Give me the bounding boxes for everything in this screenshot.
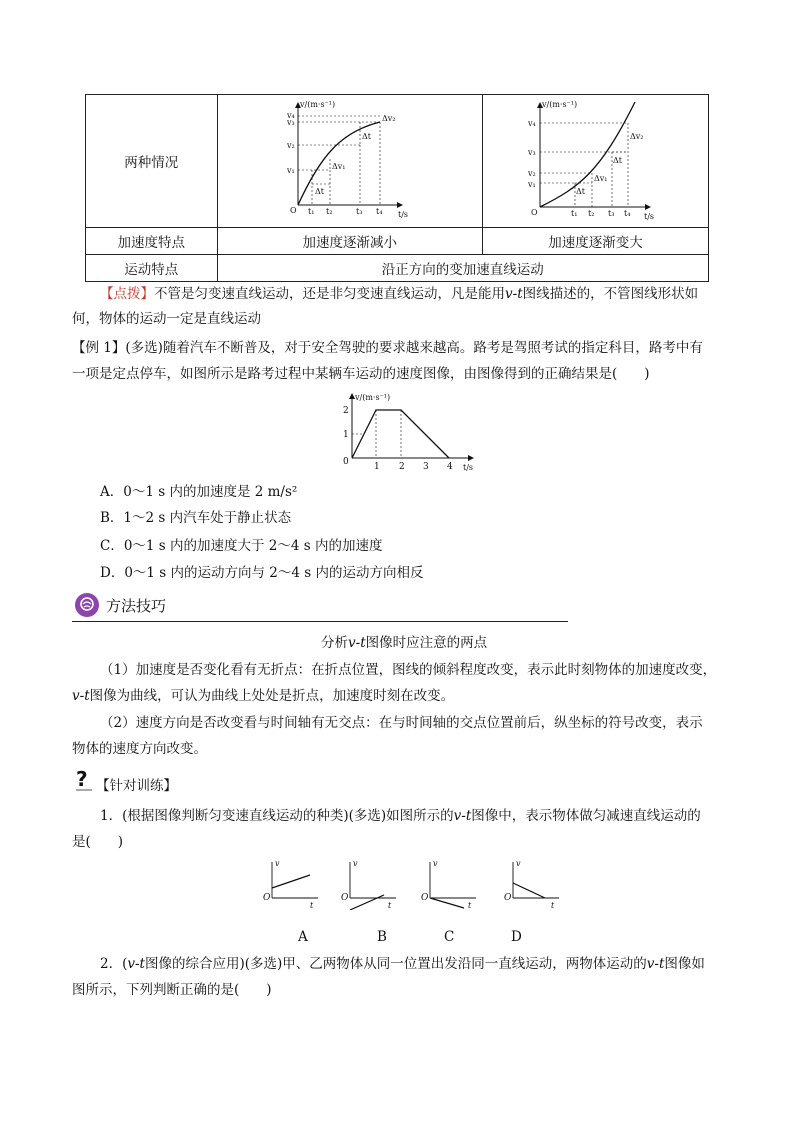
graph-left-cell (217, 95, 482, 228)
row-label-acceleration: 加速度特点 (86, 228, 218, 255)
acceleration-decreasing: 加速度逐渐减小 (217, 228, 482, 255)
method-point-1-line-1: （1）加速度是否变化看有无折点：在折点位置，图线的倾斜程度改变，表示此时刻物体的加速度改变， (100, 662, 717, 678)
tip-label: 【点拨】 (100, 286, 154, 302)
graph-decreasing-acceleration (280, 97, 420, 222)
velocity-line (352, 410, 449, 458)
tick-y-1: 1 (343, 430, 349, 440)
brain-icon (74, 592, 100, 618)
tick-t1: t₁ (571, 208, 578, 218)
tick-x-2: 2 (399, 462, 405, 472)
tick-x-1: 1 (374, 462, 380, 472)
axis-label-t: t/s (397, 209, 408, 219)
origin-label: O (531, 207, 539, 217)
acceleration-increasing: 加速度逐渐变大 (482, 228, 708, 255)
origin: O (504, 893, 512, 903)
tick-v1: v₁ (528, 179, 537, 189)
tick-t4: t₄ (375, 206, 383, 216)
tick-t3: t₃ (608, 208, 615, 218)
origin: O (421, 893, 429, 903)
q1-label-d: D (511, 929, 522, 945)
q2-line-1: 2．(v-t图像的综合应用)(多选)甲、乙两物体从同一位置出发沿同一直线运动，两物体运动的v-t图像如 (100, 956, 705, 972)
graph-right-cell (482, 95, 708, 228)
tick-t4: t₄ (624, 208, 631, 218)
tick-v3: v₃ (286, 117, 295, 127)
line-c (430, 898, 464, 908)
motion-characteristic: 沿正方向的变加速直线运动 (217, 255, 708, 282)
axis-t: t (388, 901, 392, 910)
question-icon (74, 768, 94, 792)
tick-y-2: 2 (343, 406, 349, 416)
label-dt-lower: Δt (314, 186, 324, 196)
q1-graph-d (503, 858, 563, 910)
method-subtitle: 分析v-t图像时应注意的两点 (321, 635, 488, 651)
label-dv2: Δv₂ (381, 113, 396, 123)
option-d: D．0～1 s 内的运动方向与 2～4 s 内的运动方向相反 (100, 565, 424, 581)
graph-increasing-acceleration (520, 97, 670, 222)
tick-t1: t₁ (307, 206, 315, 216)
tick-t3: t₃ (355, 206, 363, 216)
label-dv2: Δv₂ (630, 131, 644, 141)
example-line-2: 一项是定点停车，如图所示是路考过程中某辆车运动的速度图像，由图像得到的正确结果是( ) (72, 366, 650, 382)
tip-line-2: 何，物体的运动一定是直线运动 (72, 311, 261, 327)
axis-label-v: v/(m·s⁻¹) (542, 99, 578, 109)
axis-label-v: v/(m·s⁻¹) (355, 393, 391, 402)
option-a: A．0～1 s 内的加速度是 2 m/s² (100, 484, 298, 500)
label-dv1: Δv₁ (331, 161, 346, 171)
q1-graph-c (420, 858, 480, 910)
label-dt-upper: Δt (613, 155, 623, 165)
axis-v: v (433, 859, 438, 868)
origin: O (341, 893, 349, 903)
example-line-1: 【例 1】(多选)随着汽车不断普及，对于安全驾驶的要求越来越高。路考是驾照考试的指定科目，路考中有 (72, 340, 703, 356)
axis-v: v (275, 859, 280, 868)
svg-text:?: ? (76, 768, 88, 791)
method-point-2-line-1: （2）速度方向是否改变看与时间轴有无交点：在与时间轴的交点位置前后，纵坐标的符号改变，表示 (100, 715, 703, 731)
axis-t: t (468, 901, 472, 910)
axis-label-t: t/s (463, 463, 474, 472)
method-point-2-line-2: 物体的速度方向改变。 (72, 741, 207, 757)
q1-label-b: B (377, 929, 387, 945)
axis-t: t (551, 901, 555, 910)
label-dt-upper: Δt (361, 131, 371, 141)
example-vt-graph (335, 390, 485, 475)
tick-t2: t₂ (588, 208, 595, 218)
comparison-table (85, 94, 709, 282)
origin: O (263, 893, 271, 903)
tick-v4: v₄ (528, 118, 537, 128)
label-dt-lower: Δt (576, 186, 586, 196)
line-b (350, 895, 384, 910)
q1-graph-b (340, 858, 400, 910)
q1-label-c: C (444, 929, 455, 945)
q2-line-2: 图所示，下列判断正确的是( ) (72, 982, 272, 998)
tick-v3: v₃ (528, 147, 537, 157)
axis-t: t (310, 901, 314, 910)
example-tag: 【例 1】 (72, 340, 126, 356)
q1-graph-a (262, 858, 322, 910)
method-point-1-line-2: v-t图像为曲线，可认为曲线上处处是折点，加速度时刻在改变。 (72, 688, 455, 704)
origin-label: O (289, 205, 297, 215)
line-d (513, 883, 545, 898)
tick-v4: v₄ (286, 110, 295, 120)
option-b: B．1～2 s 内汽车处于静止状态 (100, 510, 292, 526)
training-header: 【针对训练】 (96, 778, 177, 794)
axis-label-v: v/(m·s⁻¹) (299, 99, 335, 109)
tick-t2: t₂ (325, 206, 333, 216)
origin-label: 0 (343, 457, 349, 467)
line-a (272, 875, 310, 888)
q1-label-a: A (298, 929, 308, 945)
axis-v: v (353, 859, 358, 868)
tick-v1: v₁ (286, 165, 295, 175)
tick-v2: v₂ (528, 168, 537, 178)
tick-v2: v₂ (286, 140, 295, 150)
q1-line-2: 是( ) (72, 834, 124, 850)
tick-x-3: 3 (423, 462, 429, 472)
row-label-motion: 运动特点 (86, 255, 218, 282)
option-c: C．0～1 s 内的加速度大于 2～4 s 内的加速度 (100, 538, 383, 554)
method-header: 方法技巧 (106, 597, 167, 615)
method-divider (72, 621, 568, 622)
q1-line-1: 1．(根据图像判断匀变速直线运动的种类)(多选)如图所示的v-t图像中，表示物体做匀减速直线运动的 (100, 808, 701, 824)
tick-x-4: 4 (447, 462, 453, 472)
axis-label-t: t/s (644, 211, 655, 221)
tip-line-1: 【点拨】不管是匀变速直线运动，还是非匀变速直线运动，凡是能用v-t图线描述的，不管图线形状如 (100, 286, 699, 302)
axis-v: v (516, 859, 521, 868)
curve (540, 99, 635, 207)
row-label-situations: 两种情况 (86, 95, 218, 228)
label-dv1: Δv₁ (594, 173, 608, 183)
